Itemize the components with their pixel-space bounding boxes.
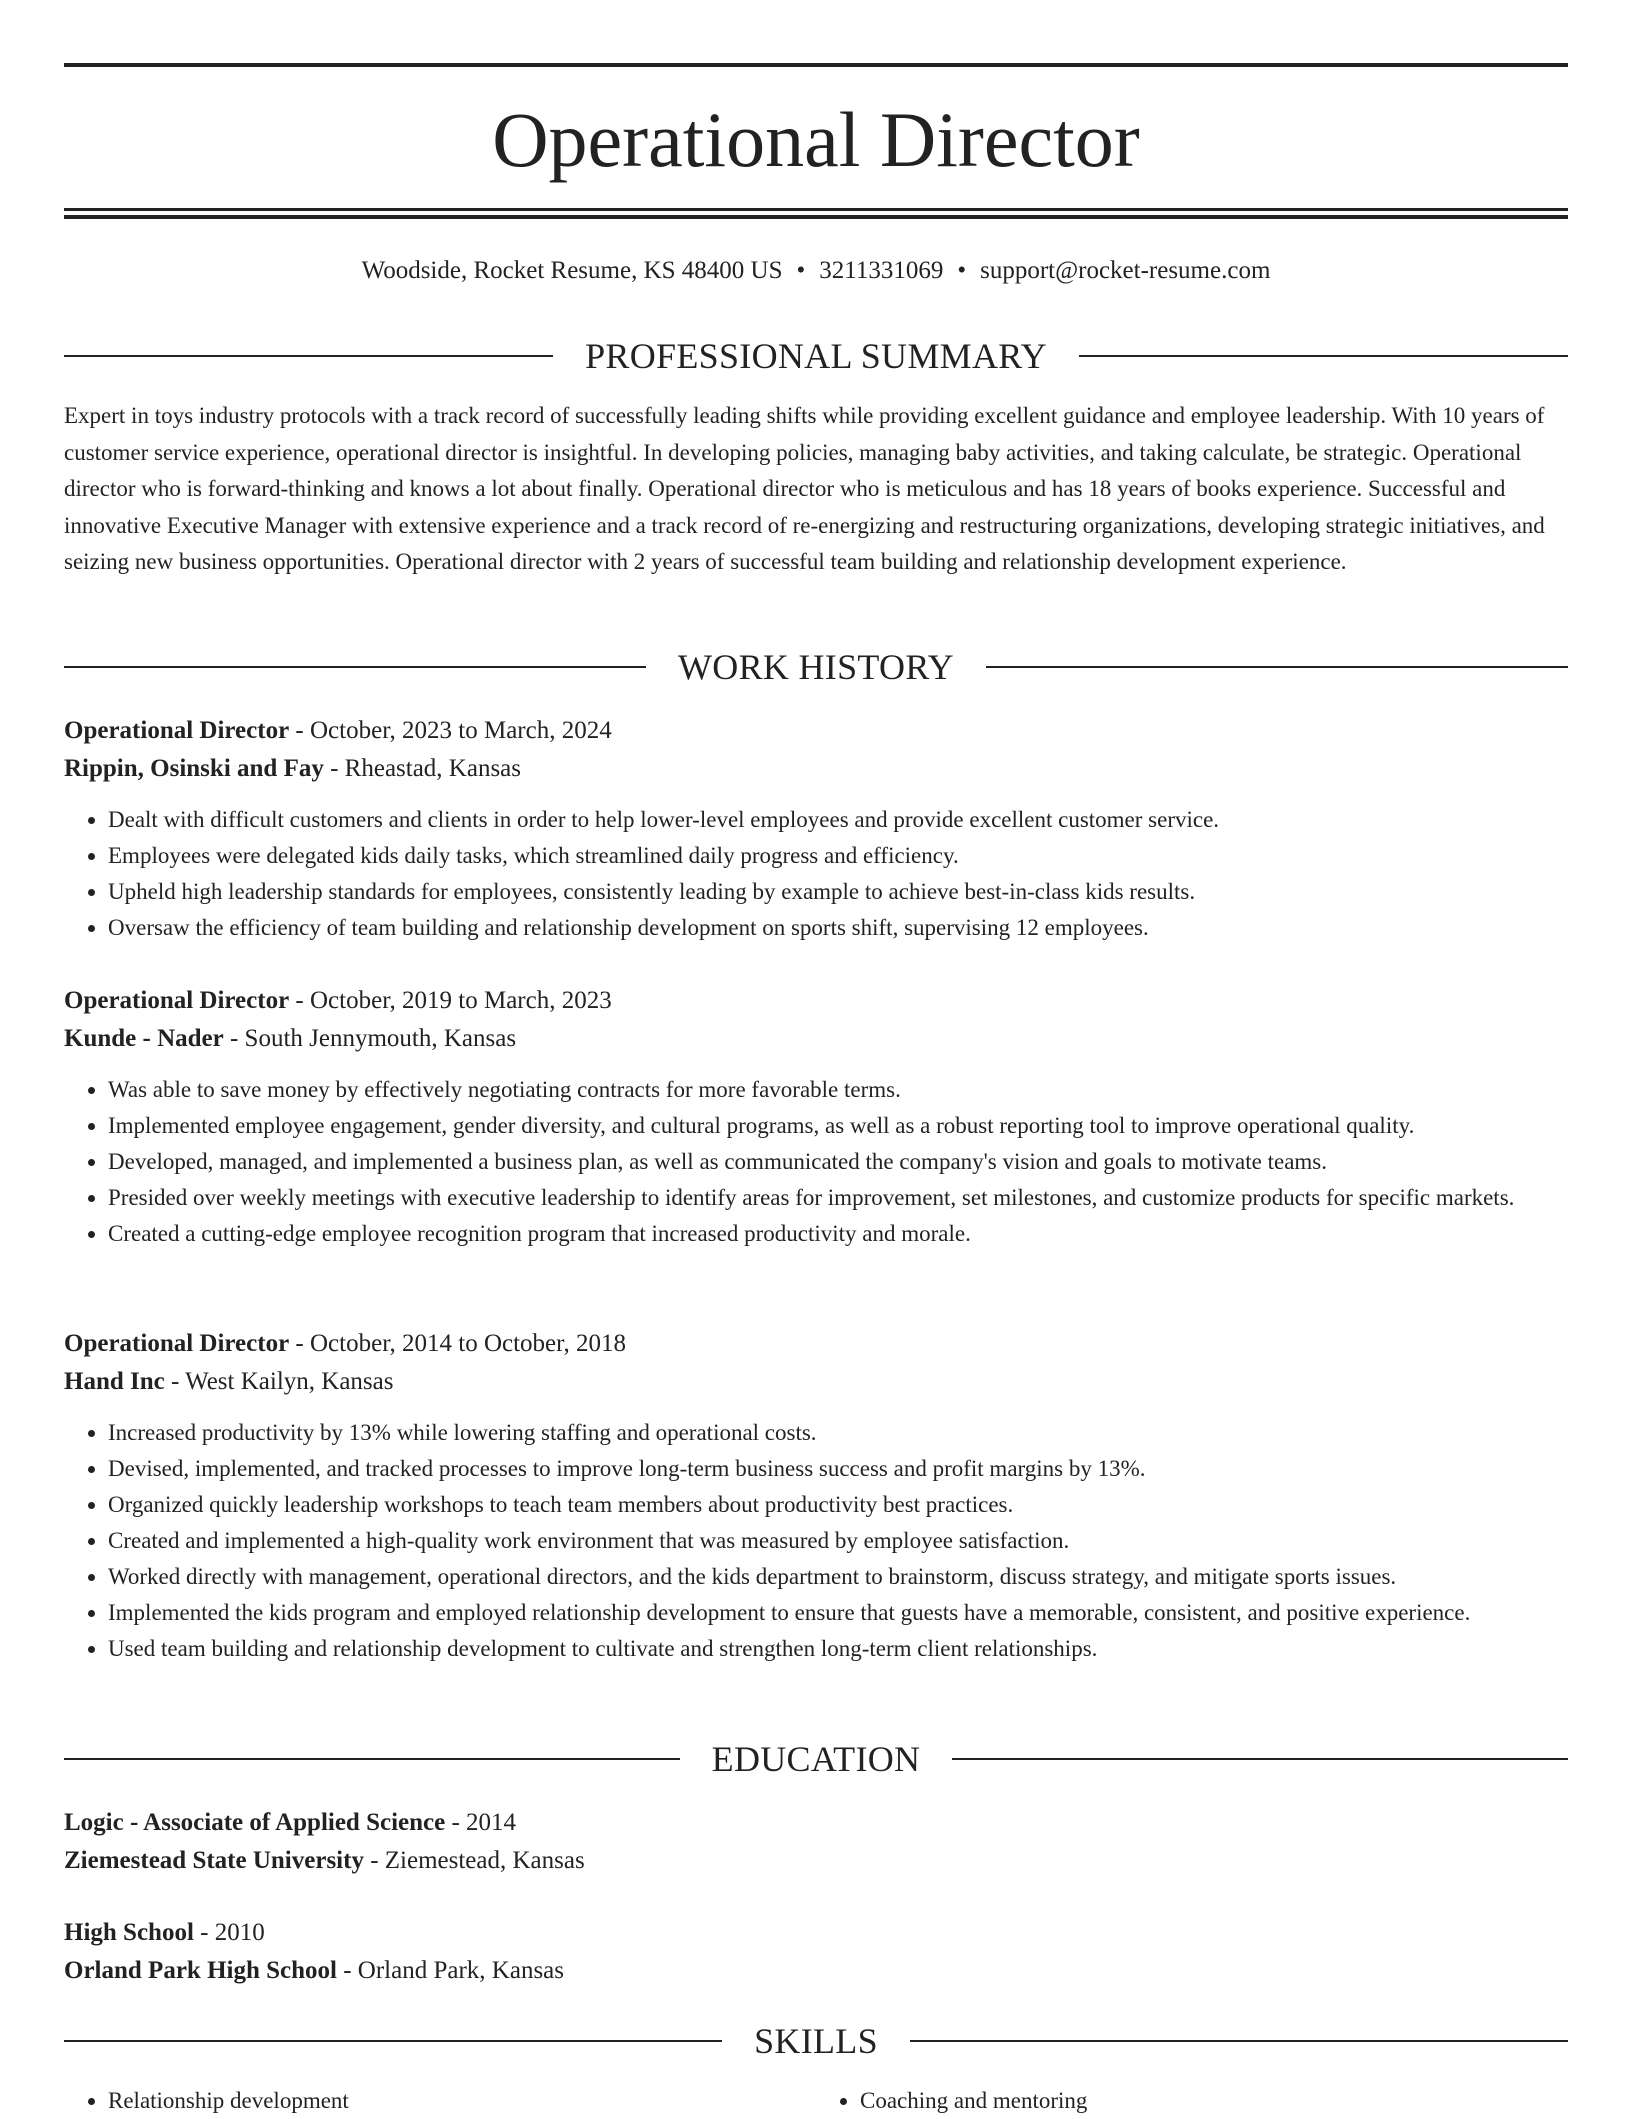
page-title: Operational Director [492, 96, 1140, 183]
job-bullets [64, 1072, 1568, 1252]
list-item: • Used team building and relationship development to cultivate and strengthen long-term client relationships. [108, 1631, 1568, 1667]
skills-column-right [816, 2083, 1568, 2119]
list-item: • Devised, implemented, and tracked processes to improve long-term business success and profit margins by 13%. [108, 1451, 1568, 1487]
job-title-line [64, 712, 1568, 750]
contact-phone: 3211331069 [819, 257, 944, 284]
job-bullets [64, 1415, 1568, 1667]
school-location: - Ziemestead, Kansas [370, 1847, 585, 1874]
school: Ziemestead State University [64, 1847, 364, 1874]
list-item: • Developed, managed, and implemented a business plan, as well as communicated the company's vision and goals to motivate teams. [108, 1144, 1568, 1180]
job-entry [64, 982, 1568, 1252]
job-company: Hand Inc [64, 1368, 165, 1395]
degree-year: - 2010 [200, 1919, 265, 1946]
list-item: • Implemented employee engagement, gender diversity, and cultural programs, as well as a robust reporting tool to improve operational quality. [108, 1108, 1568, 1144]
section-heading-education [64, 1737, 1568, 1781]
degree-line [64, 1914, 1568, 1952]
section-title: EDUCATION [711, 1739, 921, 1779]
list-item: • Presided over weekly meetings with executive leadership to identify areas for improvement, set milestones, and customize products for specific markets. [108, 1180, 1568, 1216]
heading-rule [910, 2040, 1568, 2042]
job-entry [64, 712, 1568, 946]
list-item: • Organized quickly leadership workshops to teach team members about productivity best practices. [108, 1487, 1568, 1523]
job-company-line [64, 750, 1568, 788]
section-title: SKILLS [754, 2021, 878, 2061]
job-bullets [64, 802, 1568, 946]
degree-line [64, 1804, 1568, 1842]
heading-rule [64, 2040, 722, 2042]
list-item: • Oversaw the efficiency of team building and relationship development on sports shift, supervising 12 employees. [108, 910, 1568, 946]
job-dates: - October, 2023 to March, 2024 [295, 717, 612, 744]
list-item: • Created and implemented a high-quality work environment that was measured by employee satisfaction. [108, 1523, 1568, 1559]
skills-list [64, 2083, 1568, 2119]
list-item: • Was able to save money by effectively negotiating contracts for more favorable terms. [108, 1072, 1568, 1108]
contact-separator: • [957, 257, 967, 284]
heading-rule [64, 355, 553, 357]
contact-address: Woodside, Rocket Resume, KS 48400 US [361, 257, 783, 284]
summary-text: Expert in toys industry protocols with a track record of successfully leading shifts while providing excellent guidance and employee leadership. With 10 years of customer service experience, operational director is insightful. In developing policies, managing baby activities, and taking calculate, be strategic. Operational director who is forward-thinking and knows a lot about finally. Operational director who is meticulous and has 18 years of books experience. Successful and innovative Executive Manager with extensive experience and a track record of re-energizing and restructuring organizations, developing strategic initiatives, and seizing new business opportunities. Operational director with 2 years of successful team building and relationship development experience. [64, 403, 1545, 574]
education-entry [64, 1804, 1568, 1880]
list-item: • Worked directly with management, operational directors, and the kids department to brainstorm, discuss strategy, and mitigate sports issues. [108, 1559, 1568, 1595]
school-line [64, 1842, 1568, 1880]
section-heading-summary [64, 334, 1568, 378]
job-company-line [64, 1020, 1568, 1058]
contact-separator: • [796, 257, 806, 284]
list-item: • Dealt with difficult customers and clients in order to help lower-level employees and provide excellent customer service. [108, 802, 1568, 838]
degree-year: - 2014 [451, 1809, 517, 1836]
heading-rule [1079, 355, 1568, 357]
job-location: - Rheastad, Kansas [330, 755, 522, 782]
degree: High School [64, 1919, 194, 1946]
education-entry [64, 1914, 1568, 1990]
contact-line [64, 254, 1568, 288]
skill-item: • Coaching and mentoring [860, 2083, 1568, 2119]
section-title: WORK HISTORY [678, 647, 954, 687]
job-title: Operational Director [64, 1330, 290, 1357]
job-title-line [64, 1325, 1568, 1363]
job-dates: - October, 2019 to March, 2023 [295, 987, 612, 1014]
skills-column-left [64, 2083, 816, 2119]
list-item: • Employees were delegated kids daily tasks, which streamlined daily progress and efficiency. [108, 838, 1568, 874]
section-heading-skills [64, 2019, 1568, 2063]
heading-rule [952, 1758, 1568, 1760]
contact-email: support@rocket-resume.com [980, 257, 1271, 284]
section-title: PROFESSIONAL SUMMARY [585, 336, 1047, 376]
list-item: • Increased productivity by 13% while lowering staffing and operational costs. [108, 1415, 1568, 1451]
title-double-rule [64, 208, 1568, 219]
school-location: - Orland Park, Kansas [343, 1957, 564, 1984]
degree: Logic - Associate of Applied Science [64, 1809, 446, 1836]
job-location: - South Jennymouth, Kansas [229, 1025, 517, 1052]
heading-rule [986, 666, 1568, 668]
job-title: Operational Director [64, 717, 290, 744]
job-company-line [64, 1363, 1568, 1401]
school-line [64, 1952, 1568, 1990]
top-rule [64, 63, 1568, 67]
list-item: • Implemented the kids program and employed relationship development to ensure that guests have a memorable, consistent, and positive experience. [108, 1595, 1568, 1631]
job-title: Operational Director [64, 987, 290, 1014]
school: Orland Park High School [64, 1957, 337, 1984]
job-location: - West Kailyn, Kansas [170, 1368, 394, 1395]
job-entry [64, 1325, 1568, 1667]
section-heading-work [64, 645, 1568, 689]
list-item: • Upheld high leadership standards for employees, consistently leading by example to achieve best-in-class kids results. [108, 874, 1568, 910]
list-item: • Created a cutting-edge employee recognition program that increased productivity and morale. [108, 1216, 1568, 1252]
job-title-line [64, 982, 1568, 1020]
job-dates: - October, 2014 to October, 2018 [295, 1330, 626, 1357]
job-company: Rippin, Osinski and Fay [64, 755, 324, 782]
skill-item: • Relationship development [108, 2083, 816, 2119]
heading-rule [64, 666, 646, 668]
job-company: Kunde - Nader [64, 1025, 224, 1052]
heading-rule [64, 1758, 680, 1760]
